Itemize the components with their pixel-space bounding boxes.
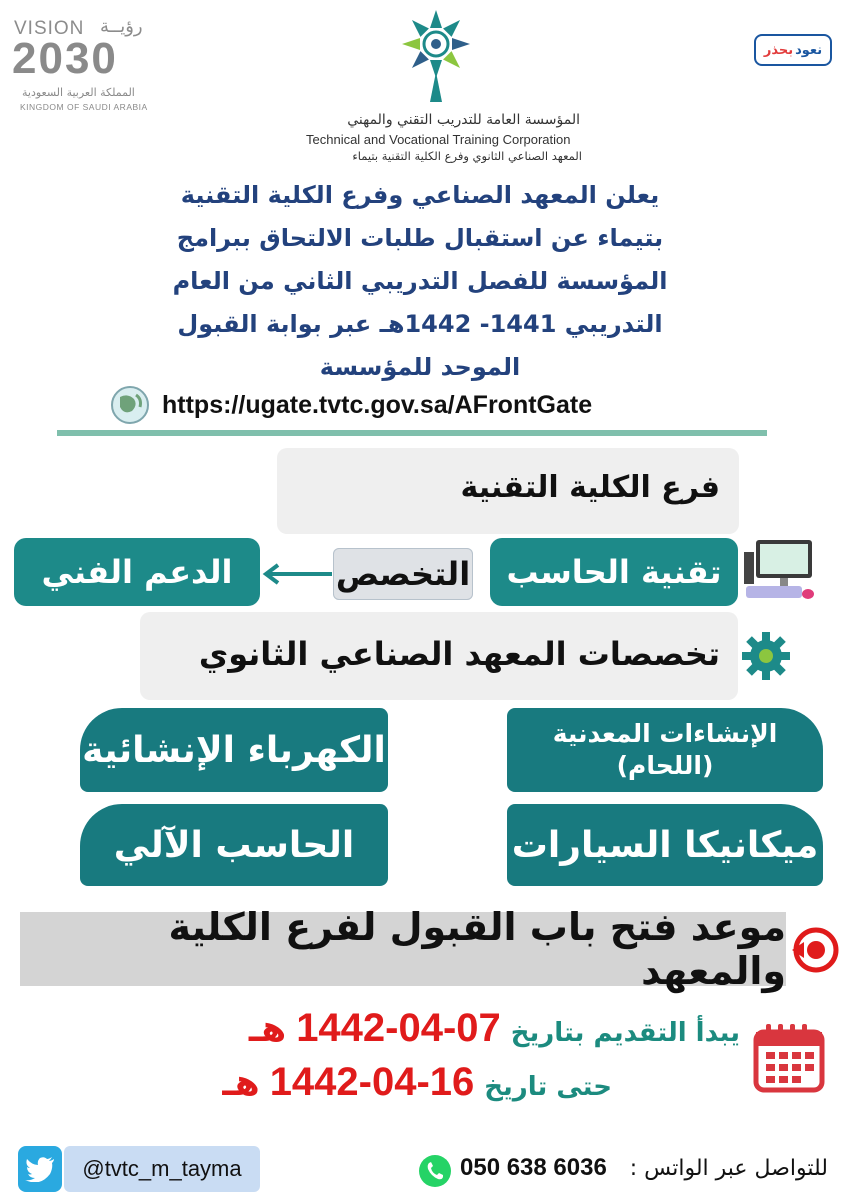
start-date-line <box>249 1006 740 1051</box>
arrow-left-icon <box>262 562 334 586</box>
ksa-en-text: KINGDOM OF SAUDI ARABIA <box>20 102 148 112</box>
twitter-icon[interactable] <box>18 1146 62 1192</box>
vision-en-text: VISION <box>14 18 85 39</box>
spec-auto-mechanics: ميكانيكا السيارات <box>507 804 823 886</box>
announcement-line: يعلن المعهد الصناعي وفرع الكلية التقنية <box>180 181 660 209</box>
tvtc-logo-icon <box>400 6 472 106</box>
institute-title: تخصصات المعهد الصناعي الثانوي <box>198 635 720 673</box>
phone-number[interactable]: 050 638 6036 <box>460 1154 607 1181</box>
start-date-value: 1442-04-07 <box>296 1006 501 1050</box>
twitter-handle[interactable]: @tvtc_m_tayma <box>64 1146 260 1192</box>
spec-computer: الحاسب الآلي <box>80 804 388 886</box>
calendar-icon <box>752 1022 826 1094</box>
start-date-label: يبدأ التقديم بتاريخ <box>510 1018 740 1048</box>
vision-year-text: 2030 <box>12 34 118 83</box>
spec-metal-construction <box>507 708 823 792</box>
hijri-suffix: هـ <box>248 1009 287 1050</box>
end-date-label: حتى تاريخ <box>484 1072 612 1102</box>
announcement-text <box>110 174 730 389</box>
spec-line: (اللحام) <box>616 751 714 780</box>
computer-icon <box>742 538 816 604</box>
end-date-line <box>222 1060 612 1105</box>
announcement-line: بتيماء عن استقبال طلبات الالتحاق ببرامج <box>176 224 664 252</box>
url-row <box>110 384 670 426</box>
twitter-bird-icon <box>25 1156 55 1182</box>
org-name-ar: المؤسسة العامة للتدريب التقني والمهني <box>347 112 580 128</box>
globe-icon <box>110 385 150 425</box>
announcement-line: التدريبي 1441- 1442هـ عبر بوابة القبول <box>177 310 663 338</box>
spec-line: الإنشاءات المعدنية <box>552 719 778 748</box>
whatsapp-contact-label: للتواصل عبر الواتس : <box>629 1156 828 1181</box>
badge-part1: نعود <box>795 42 823 58</box>
end-date-value: 1442-04-16 <box>269 1060 475 1104</box>
target-icon <box>792 926 840 974</box>
section-divider <box>57 430 767 436</box>
specialization-pill: الدعم الفني <box>14 538 260 606</box>
ksa-ar-text: المملكة العربية السعودية <box>22 86 135 99</box>
admission-portal-link[interactable]: https://ugate.tvtc.gov.sa/AFrontGate <box>162 390 593 419</box>
hijri-suffix: هـ <box>222 1063 260 1104</box>
specialization-label: التخصص <box>333 548 473 600</box>
whatsapp-icon <box>418 1154 452 1188</box>
badge-part2: بحذر <box>763 42 794 58</box>
vision-2030-logo <box>12 18 157 113</box>
announcement-line: المؤسسة للفصل التدريبي الثاني من العام <box>172 267 668 295</box>
vision-ar-text: رؤيــة <box>100 16 143 37</box>
gear-icon <box>740 630 792 682</box>
major-pill: تقنية الحاسب <box>490 538 738 606</box>
admission-dates-heading: موعد فتح باب القبول لفرع الكلية والمعهد <box>20 912 786 986</box>
careful-return-badge <box>754 34 832 66</box>
institute-name: المعهد الصناعي الثانوي وفرع الكلية التقنية بتيماء <box>352 149 582 163</box>
college-title: فرع الكلية التقنية <box>460 470 720 505</box>
announcement-line: الموحد للمؤسسة <box>319 353 521 381</box>
org-name-en: Technical and Vocational Training Corporation <box>306 132 571 147</box>
spec-electrical: الكهرباء الإنشائية <box>80 708 388 792</box>
